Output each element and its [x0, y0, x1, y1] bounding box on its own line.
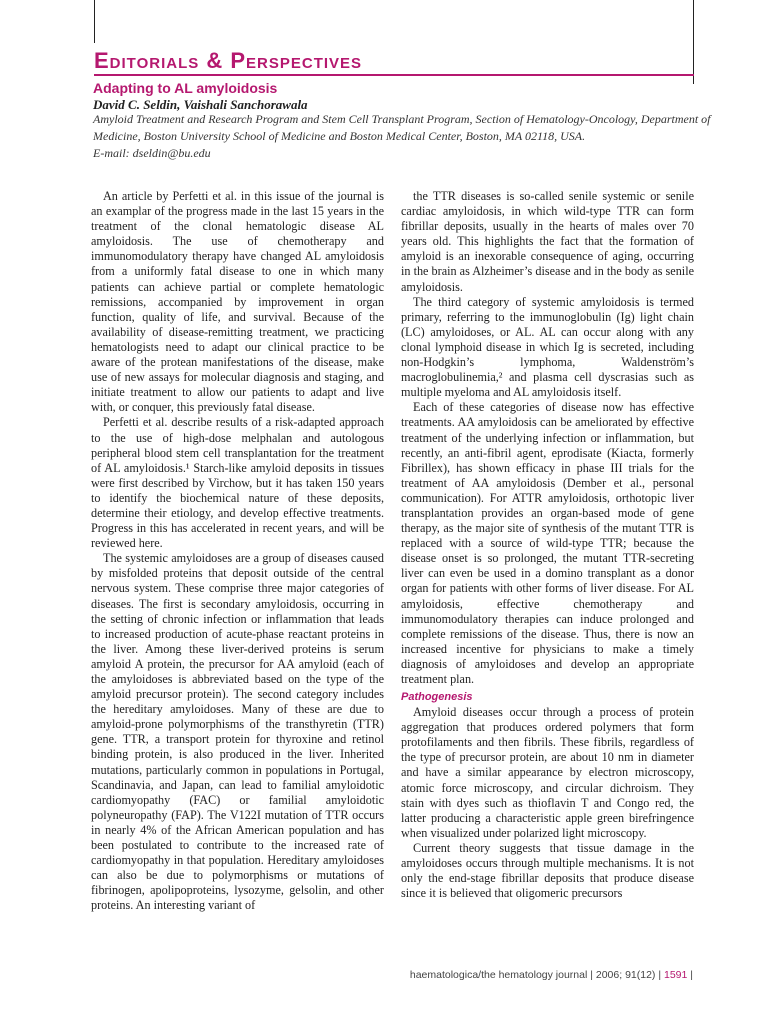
article-title: Adapting to AL amyloidosis — [93, 80, 278, 96]
paragraph: Perfetti et al. describe results of a risk-adapted approach to the use of high-dose melphalan and autologous peripheral blood stem cell transplantation for the treatment of AL amyloidosis.¹ Starch-like amyloid deposits in tissues were first described by Virchow, but it has taken 150 years to identify the biochemical nature of these deposits, determine their etiology, and develop effective treatments. Progress in this has accelerated in recent years, and will be reviewed here. — [91, 415, 384, 551]
paragraph: The third category of systemic amyloidosis is termed primary, referring to the immunoglobulin (Ig) light chain (LC) amyloidoses, or AL. AL can occur along with any clonal lymphoid disease in which Ig is secreted, including non-Hodgkin’s lymphoma, Waldenström’s macroglobulinemia,² and plasma cell dyscrasias such as multiple myeloma and AL amyloidosis itself. — [401, 294, 694, 400]
section-underline — [94, 74, 694, 76]
section-title: Editorials & Perspectives — [94, 48, 363, 73]
left-column — [91, 189, 384, 914]
page-number: 1591 — [663, 969, 688, 981]
authors: David C. Seldin, Vaishali Sanchorawala — [93, 97, 308, 112]
affiliation — [93, 111, 711, 162]
right-column — [401, 189, 694, 901]
top-left-rule — [94, 0, 95, 43]
journal-citation: haematologica/the hematology journal | 2006; 91(12) | — [409, 969, 662, 981]
section-heading-pathogenesis: Pathogenesis — [401, 691, 473, 704]
page-footer — [381, 969, 693, 981]
paragraph: An article by Perfetti et al. in this issue of the journal is an examplar of the progress made in the last 15 years in the treatment of the clonal hematologic disease AL amyloidosis. The use of chemotherapy and immunomodulatory therapy have changed AL amyloidosis from a uniformly fatal disease to one in which many patients can achieve partial or complete hematologic remissions, accompanied by improvement in organ function, quality of life, and survival. Because of the availability of disease-remitting treatment, we practicing hematologists need to adapt our clinical practice to be aware of the protean manifestations of the disease, make use of new assays for molecular diagnosis and staging, and initiate treatment to allow our patients to adapt and live with, or conquer, this previously fatal disease. — [91, 189, 384, 415]
affiliation-line: Medicine, Boston University School of Medicine and Boston Medical Center, Boston, MA 02118, USA. — [93, 129, 586, 143]
paragraph: Each of these categories of disease now has effective treatments. AA amyloidosis can be ameliorated by effective treatment of the underlying infection or inflammation, but recently, an anti-fibril agent, eprodisate (Kiacta, formerly Fibrillex), has shown efficacy in phase III trials for the treatment of AA amyloidosis (Dember et al., personal communication). For ATTR amyloidosis, orthotopic liver transplantation provides an organ-based mode of gene therapy, as the major site of synthesis of the mutant TTR is replaced with a source of wild-type TTR; because the disease onset is so prolonged, the mutant TTR-secreting liver can even be used in a domino transplant as a donor organ for patients with other forms of liver disease. For AL amyloidosis, effective chemotherapy and immunomodulatory therapies can induce prolonged and complete remissions of the disease. Thus, there is now an increased incentive for physicians to make a timely diagnosis of amyloidoses and develop an appropriate treatment plan. — [401, 400, 694, 686]
paragraph: Amyloid diseases occur through a process of protein aggregation that produces ordered polymers that form protofilaments and then fibrils. These fibrils, regardless of the type of precursor protein, are about 10 nm in diameter and have a similar appearance by electron microscopy, atomic force microscopy, and circular dichroism. They stain with dyes such as thioflavin T and Congo red, the latter producing a characteristic apple green birefringence when visualized under polarized light microscopy. — [401, 705, 694, 840]
paragraph: Current theory suggests that tissue damage in the amyloidoses occurs through multiple mechanisms. It is not only the end-stage fibrillar deposits that produce disease since it is believed that oligomeric precursors — [401, 840, 694, 901]
footer-separator: | — [690, 969, 693, 981]
affiliation-line: Amyloid Treatment and Research Program and Stem Cell Transplant Program, Section of Hematology-Oncology, Department of — [93, 112, 711, 126]
paragraph: The systemic amyloidoses are a group of diseases caused by misfolded proteins that deposit outside of the central nervous system. These comprise three major categories of diseases. The first is secondary amyloidosis, occurring in the setting of chronic infection or inflammation that leads to increased production of acute-phase reactant proteins in the liver. Among these liver-derived proteins is serum amyloid A protein, the precursor for AA amyloid (each of the amyloidoses is abbreviated based on the type of the amyloid precursor protein). The second category includes the hereditary amyloidoses. Many of these are due to amyloid-prone polymorphisms of the transthyretin (TTR) gene. TTR, a transport protein for thyroxine and retinol binding protein, is also produced in the liver. Inherited mutations, particularly common in populations in Portugal, Scandinavia, and Japan, can lead to familial amyloidotic cardiomyopathy (FAC) or familial amyloidotic polyneuropathy (FAP). The V122I mutation of TTR occurs in nearly 4% of the African American population and has been postulated to contribute to the increased rate of cardiomyopathy in that population. Hereditary amyloidoses can also be due to polymorphisms or mutations of fibrinogen, apolipoproteins, lysozyme, gelsolin, and other proteins. An interesting variant of — [91, 551, 384, 913]
contact-email[interactable]: E-mail: dseldin@bu.edu — [93, 146, 211, 160]
paragraph: the TTR diseases is so-called senile systemic or senile cardiac amyloidosis, in which wild-type TTR can form fibrillar deposits, usually in the hearts of males over 70 years old. This highlights the fact that the formation of amyloid is an inexorable consequence of aging, occurring in the brain as Alzheimer’s disease and in the body as senile amyloidosis. — [401, 189, 694, 294]
